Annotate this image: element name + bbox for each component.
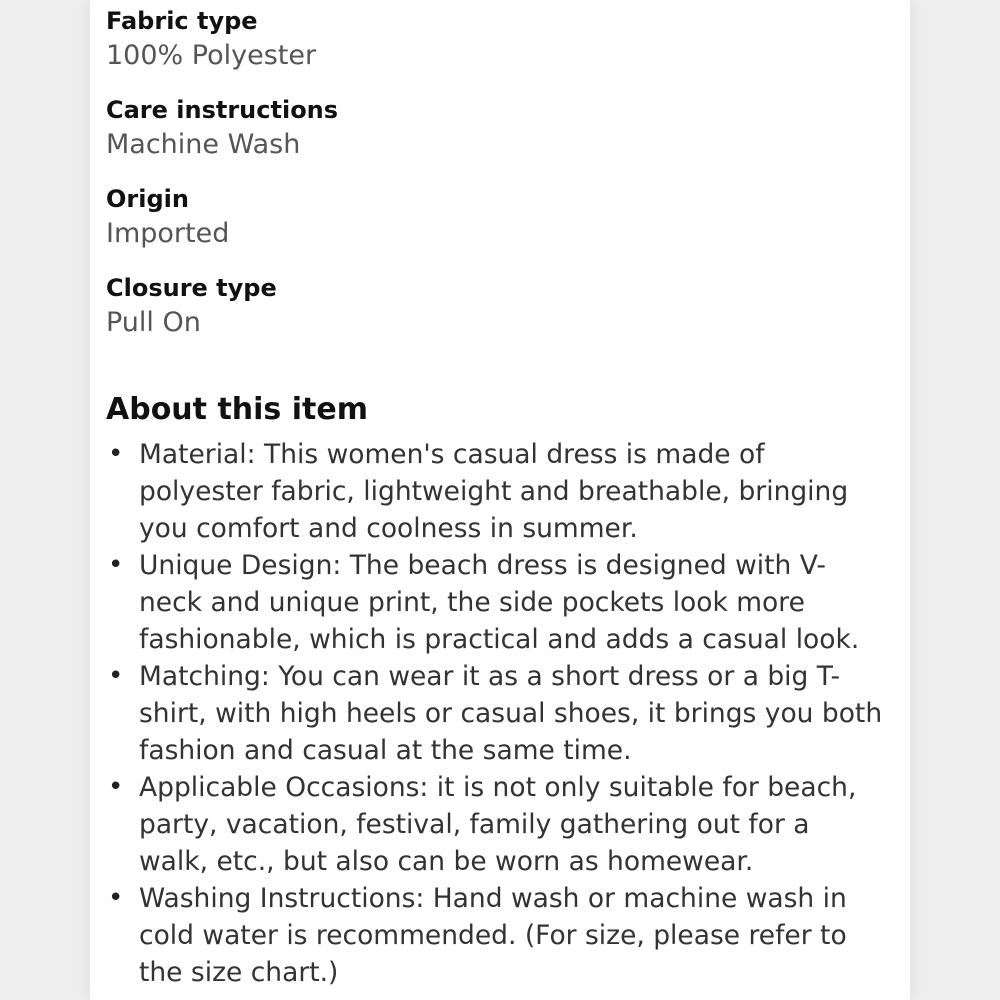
spec-value: Imported <box>106 218 230 249</box>
spec-fabric-type <box>106 4 866 93</box>
feature-bullet-unique-design <box>106 547 886 658</box>
spec-closure-type <box>106 271 866 360</box>
spec-value: Pull On <box>106 307 201 338</box>
feature-bullet-washing-instructions <box>106 880 886 991</box>
bullet-icon: • <box>108 661 124 691</box>
feature-bullet-applicable-occasions <box>106 769 886 880</box>
spec-label: Origin <box>106 185 189 213</box>
bullet-text: Matching: You can wear it as a short dress or a big T-shirt, with high heels or casual shoes, it brings you both fashion and casual at the same time. <box>139 661 883 766</box>
spec-value: 100% Polyester <box>106 40 317 71</box>
bullet-text: Applicable Occasions: it is not only suitable for beach, party, vacation, festival, family gathering out for a walk, etc., but also can be worn as homewear. <box>139 772 857 877</box>
feature-bullet-matching <box>106 658 886 769</box>
spec-origin <box>106 182 866 271</box>
spec-label: Closure type <box>106 274 277 302</box>
spec-label: Fabric type <box>106 7 258 35</box>
bullet-icon: • <box>108 550 124 580</box>
spec-care-instructions <box>106 93 866 182</box>
section-title: About this item <box>106 392 368 427</box>
bullet-text: Unique Design: The beach dress is designed with V-neck and unique print, the side pockets look more fashionable, which is practical and adds a casual look. <box>139 550 860 655</box>
spec-value: Machine Wash <box>106 129 301 160</box>
feature-bullet-list <box>106 436 886 991</box>
bullet-text: Washing Instructions: Hand wash or machine wash in cold water is recommended. (For size, please refer to the size chart.) <box>139 883 847 988</box>
about-this-item-section <box>106 390 886 991</box>
product-specs <box>106 4 866 360</box>
bullet-text: Material: This women's casual dress is made of polyester fabric, lightweight and breathable, bringing you comfort and coolness in summer. <box>139 439 849 544</box>
bullet-icon: • <box>108 439 124 469</box>
bullet-icon: • <box>108 883 124 913</box>
bullet-icon: • <box>108 772 124 802</box>
spec-label: Care instructions <box>106 96 339 124</box>
feature-bullet-material <box>106 436 886 547</box>
